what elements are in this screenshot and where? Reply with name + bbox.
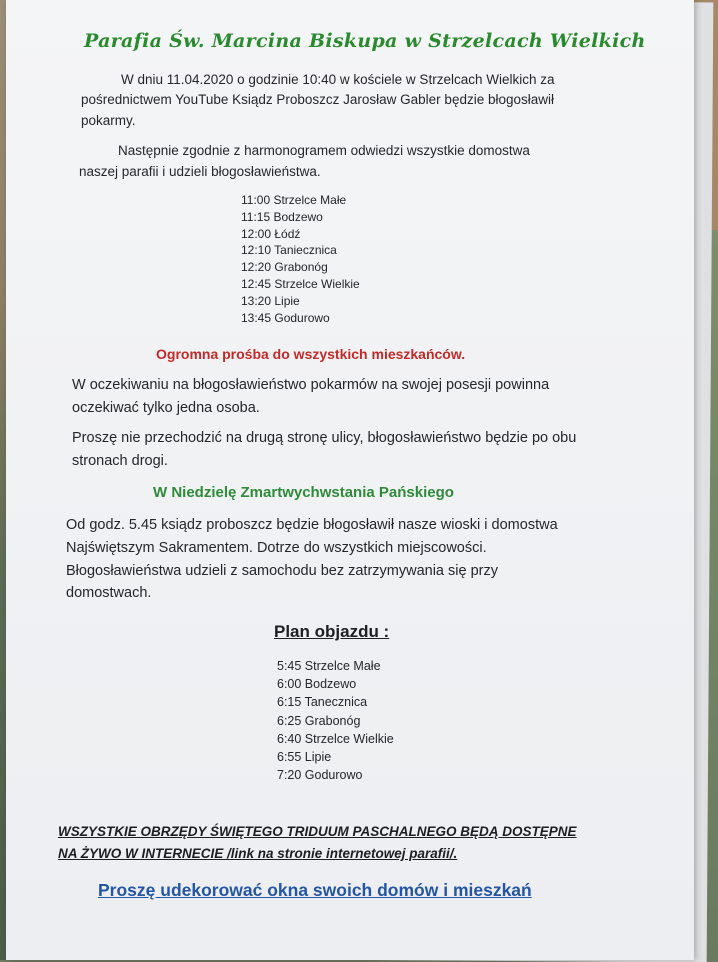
sunday-line-3: Błogosławieństwa udzieli z samochodu bez zatrzymywania się przy <box>66 563 498 579</box>
schedule-item: 13:20 Lipie <box>241 293 300 308</box>
schedule-item: 7:20 Godurowo <box>277 768 363 783</box>
request2-line-1: Proszę nie przechodzić na drugą stronę ulicy, błogosławieństwo będzie po obu <box>72 430 577 446</box>
intro-line-1: W dniu 11.04.2020 o godzinie 10:40 w kościele w Strzelcach Wielkich za <box>121 72 555 87</box>
schedule-item: 12:20 Grabonóg <box>241 260 328 275</box>
request1-line-2: oczekiwać tylko jedna osoba. <box>72 400 260 416</box>
schedule-list-1 <box>241 192 360 326</box>
schedule-item: 6:00 Bodzewo <box>277 677 357 692</box>
page-title: Parafia Św. Marcina Biskupa w Strzelcach Wielkich <box>84 30 646 52</box>
schedule-item: 6:25 Grabonóg <box>277 713 361 728</box>
footer-line-2: NA ŻYWO W INTERNECIE /link na stronie internetowej parafii/. <box>58 846 458 861</box>
schedule-item: 6:15 Tanecznica <box>277 695 368 710</box>
schedule-item: 12:00 Łódź <box>241 226 301 241</box>
request-heading: Ogromna prośba do wszystkich mieszkańców. <box>156 346 466 362</box>
sunday-heading: W Niedzielę Zmartwychwstania Pańskiego <box>153 484 454 501</box>
paper-sheet <box>6 0 694 960</box>
plan-heading: Plan objazdu : <box>274 622 390 641</box>
schedule-item: 5:45 Strzelce Małe <box>277 659 381 673</box>
schedule-item: 13:45 Godurowo <box>241 310 330 325</box>
visit-line-2: naszej parafii i udzieli błogosławieństwa. <box>79 164 321 179</box>
schedule-item: 6:55 Lipie <box>277 750 332 765</box>
decorate-request: Proszę udekorować okna swoich domów i mieszkań <box>98 880 532 900</box>
request1-line-1: W oczekiwaniu na błogosławieństwo pokarmów na swojej posesji powinna <box>72 377 550 393</box>
sunday-line-4: domostwach. <box>66 585 152 601</box>
schedule-item: 12:10 Taniecznica <box>241 243 337 258</box>
intro-line-2: pośrednictwem YouTube Ksiądz Proboszcz Jarosław Gabler będzie błogosławił <box>81 92 555 107</box>
schedule-item: 11:00 Strzelce Małe <box>241 193 347 207</box>
schedule-item: 6:40 Strzelce Wielkie <box>277 731 394 746</box>
footer-line-1: WSZYSTKIE OBRZĘDY ŚWIĘTEGO TRIDUUM PASCHALNEGO BĘDĄ DOSTĘPNE <box>58 824 577 839</box>
intro-line-3: pokarmy. <box>81 113 136 128</box>
request2-line-2: stronach drogi. <box>72 453 168 469</box>
sunday-line-1: Od godz. 5.45 ksiądz proboszcz będzie błogosławił nasze wioski i domostwa <box>66 517 558 533</box>
sunday-line-2: Najświętszym Sakramentem. Dotrze do wszystkich miejscowości. <box>66 540 487 556</box>
schedule-item: 11:15 Bodzewo <box>241 209 323 224</box>
schedule-list-2 <box>277 657 394 784</box>
schedule-item: 12:45 Strzelce Wielkie <box>241 276 360 291</box>
visit-line-1: Następnie zgodnie z harmonogramem odwiedzi wszystkie domostwa <box>118 143 530 158</box>
